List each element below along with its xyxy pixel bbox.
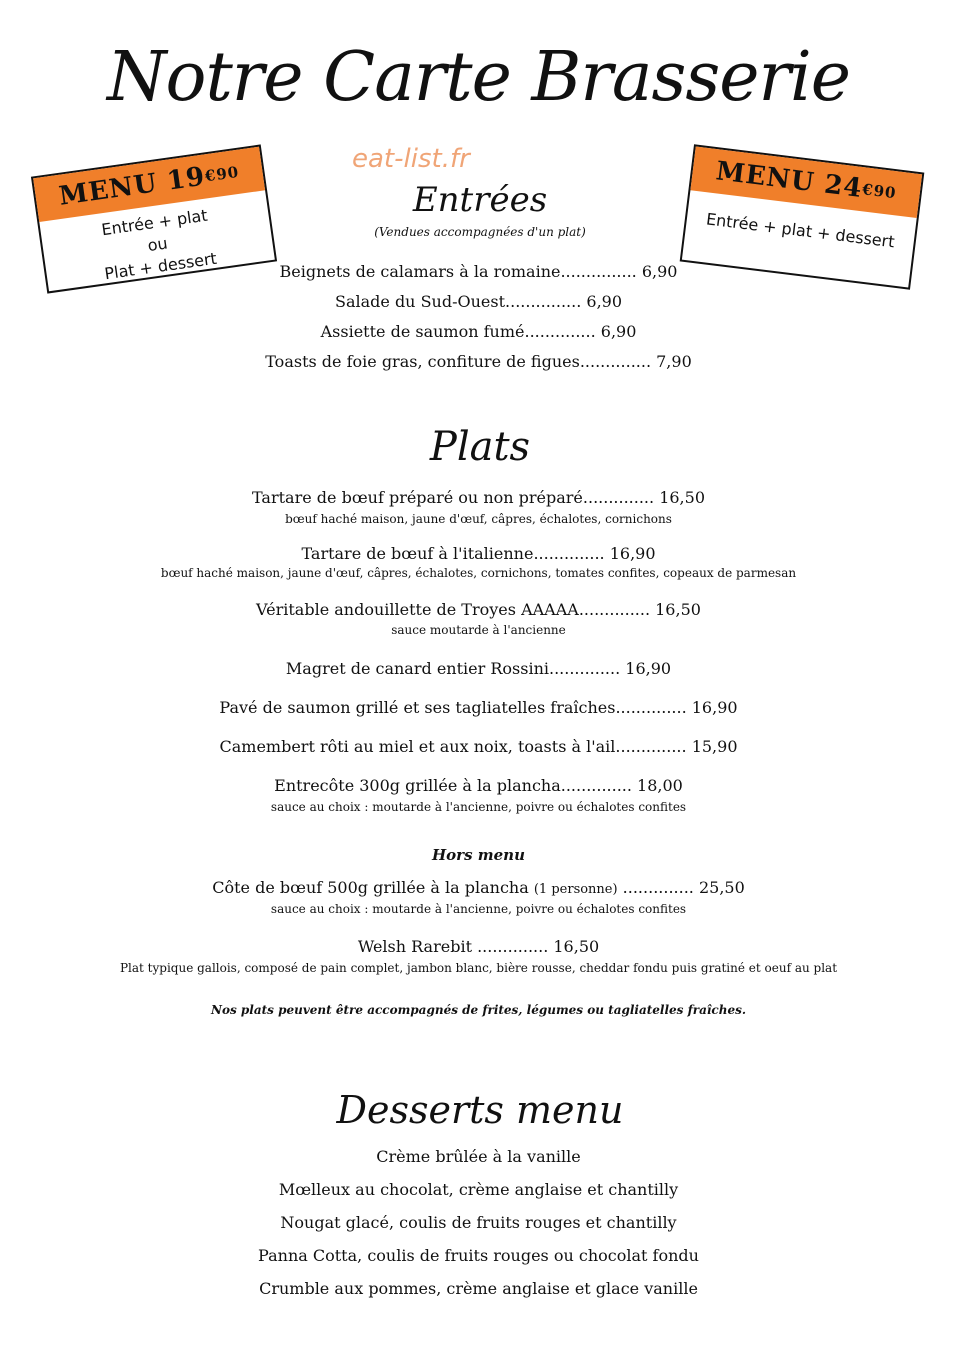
portion-qualifier: (1 personne)	[533, 882, 618, 897]
menu-19-90-line: ou	[146, 233, 169, 256]
plat-item: Magret de canard entier Rossini.............. 16,90	[285, 659, 672, 678]
dessert-item: Crumble aux pommes, crème anglaise et glace vanille	[259, 1279, 698, 1298]
plat-item: Tartare de bœuf à l'italienne.............. 16,90	[301, 544, 656, 563]
plat-item: Entrecôte 300g grillée à la plancha.............. 18,00	[274, 776, 683, 795]
menu-19-90-line: Entrée + plat	[100, 205, 209, 240]
entrees-subheading: (Vendues accompagnées d'un plat)	[374, 225, 586, 239]
entree-item: Beignets de calamars à la romaine............... 6,90	[279, 262, 678, 281]
hors-menu-description: sauce au choix : moutarde à l'ancienne, poivre ou échalotes confites	[270, 902, 687, 916]
desserts-heading: Desserts menu	[336, 1088, 624, 1132]
dessert-item: Nougat glacé, coulis de fruits rouges et chantilly	[280, 1213, 677, 1232]
entree-item: Assiette de saumon fumé.............. 6,90	[320, 322, 637, 341]
plat-item: Tartare de bœuf préparé ou non préparé.............. 16,50	[251, 488, 705, 507]
menu-24-90-label: MENU 24 €90	[690, 147, 922, 218]
entree-item: Salade du Sud-Ouest............... 6,90	[334, 292, 623, 311]
hors-menu-description: Plat typique gallois, composé de pain complet, jambon blanc, bière rousse, cheddar fondu puis gratiné et oeuf au plat	[119, 961, 838, 975]
entrees-heading: Entrées	[412, 180, 548, 220]
plat-description: bœuf haché maison, jaune d'œuf, câpres, échalotes, cornichons, tomates confites, copeaux de parmesan	[160, 566, 797, 580]
watermark-text: eat-list.fr	[352, 144, 470, 174]
menu-19-90-line: Plat + dessert	[103, 248, 218, 284]
plat-description: sauce au choix : moutarde à l'ancienne, poivre ou échalotes confites	[270, 800, 687, 814]
hors-menu-heading: Hors menu	[432, 846, 525, 864]
plat-item: Véritable andouillette de Troyes AAAAA.............. 16,50	[256, 600, 701, 619]
plat-item: Camembert rôti au miel et aux noix, toasts à l'ail.............. 15,90	[219, 737, 738, 756]
plat-description: bœuf haché maison, jaune d'œuf, câpres, échalotes, cornichons	[285, 512, 672, 526]
hors-menu-item: Côte de bœuf 500g grillée à la plancha (1 personne) .............. 25,50	[212, 878, 745, 897]
dessert-item: Mœlleux au chocolat, crème anglaise et chantilly	[278, 1180, 679, 1199]
entree-item: Toasts de foie gras, confiture de figues.............. 7,90	[265, 352, 692, 371]
accompaniment-note: Nos plats peuvent être accompagnés de frites, légumes ou tagliatelles fraîches.	[210, 1003, 747, 1017]
hors-menu-item: Welsh Rarebit .............. 16,50	[357, 937, 600, 956]
dessert-item: Panna Cotta, coulis de fruits rouges ou chocolat fondu	[258, 1246, 699, 1265]
dessert-item: Crème brûlée à la vanille	[376, 1147, 581, 1166]
plats-heading: Plats	[429, 424, 531, 470]
menu-24-90-line: Entrée + plat + dessert	[705, 209, 896, 252]
menu-19-90-label: MENU 19 €90	[33, 147, 265, 222]
plat-item: Pavé de saumon grillé et ses tagliatelles fraîches.............. 16,90	[219, 698, 738, 717]
page-title: Notre Carte Brasserie	[107, 38, 850, 117]
plat-description: sauce moutarde à l'ancienne	[391, 623, 566, 637]
